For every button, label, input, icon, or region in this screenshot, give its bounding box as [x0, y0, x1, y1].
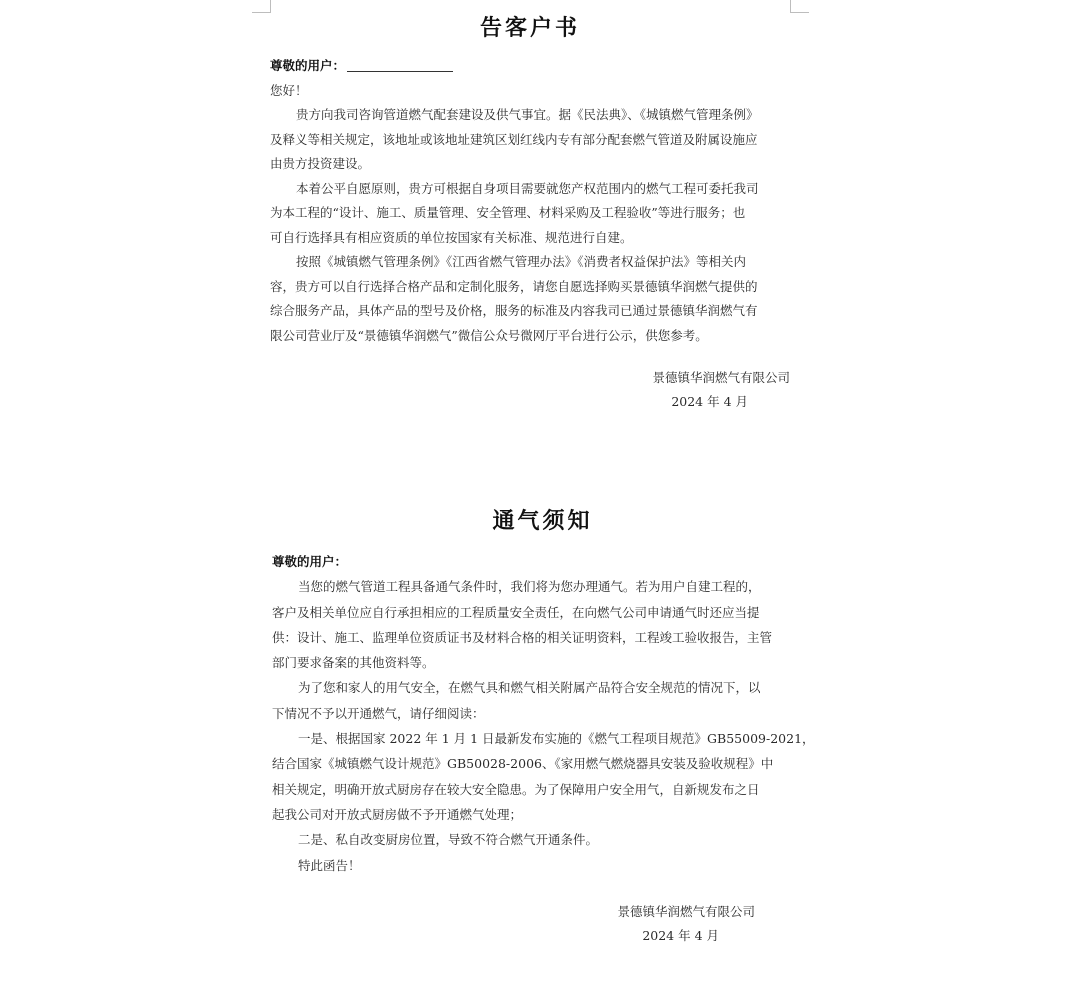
salutation-text: 尊敬的用户：: [270, 58, 346, 73]
paragraph-line: 起我公司对开放式厨房做不予开通燃气处理；: [272, 806, 523, 822]
paragraph-line: 由贵方投资建设。: [270, 156, 371, 171]
paragraph-line: 部门要求备案的其他资料等。: [272, 655, 435, 671]
paragraph-line: 二是、私自改变厨房位置，导致不符合燃气开通条件。: [298, 832, 599, 848]
page-corner-mark-left: [252, 0, 271, 13]
paragraph-line: 相关规定，明确开放式厨房存在较大安全隐患。为了保障用户安全用气，自新规发布之日: [272, 781, 760, 797]
gas-supply-notice-date: 2024 年 4 月: [642, 927, 719, 943]
paragraph-line: 综合服务产品，具体产品的型号及价格，服务的标准及内容我司已通过景德镇华润燃气有: [270, 303, 758, 318]
paragraph-line: 为了您和家人的用气安全，在燃气具和燃气相关附属产品符合安全规范的情况下，以: [298, 680, 761, 696]
paragraph-line: 按照《城镇燃气管理条例》《江西省燃气管理办法》《消费者权益保护法》等相关内: [296, 254, 747, 269]
paragraph-line: 供：设计、施工、监理单位资质证书及材料合格的相关证明资料，工程竣工验收报告，主管: [272, 629, 773, 645]
paragraph-line: 可自行选择具有相应资质的单位按国家有关标准、规范进行自建。: [270, 229, 633, 245]
paragraph-line: 特此函告！: [298, 857, 361, 873]
paragraph-line: 结合国家《城镇燃气设计规范》GB50028-2006、《家用燃气燃烧器具安装及验收规程》中: [272, 756, 774, 772]
gas-supply-notice-salutation: 尊敬的用户：: [272, 554, 348, 569]
page-corner-mark-right: [790, 0, 809, 13]
customer-notice-title: 告客户书: [479, 15, 580, 41]
customer-notice-salutation: [270, 54, 790, 79]
paragraph-line: 及释义等相关规定，该地址或该地址建筑区划红线内专有部分配套燃气管道及附属设施应: [270, 131, 758, 147]
paragraph-line: 下情况不予以开通燃气，请仔细阅读：: [272, 705, 485, 721]
paragraph-line: 贵方向我司咨询管道燃气配套建设及供气事宜。据《民法典》、《城镇燃气管理条例》: [296, 107, 759, 122]
gas-supply-notice-company: 景德镇华润燃气有限公司: [617, 903, 755, 919]
paragraph-line: 限公司营业厅及“景德镇华润燃气”微信公众号微网厅平台进行公示，供您参考。: [270, 327, 708, 343]
customer-notice-greeting: 您好！: [270, 82, 308, 98]
customer-notice-company: 景德镇华润燃气有限公司: [652, 370, 790, 385]
paragraph-line: 一是、根据国家 2022 年 1 月 1 日最新发布实施的《燃气工程项目规范》GB55009-2021，: [298, 731, 815, 747]
gas-supply-notice-title: 通气须知: [492, 508, 593, 534]
customer-notice-date: 2024 年 4 月: [671, 394, 748, 409]
paragraph-line: 客户及相关单位应自行承担相应的工程质量安全责任，在向燃气公司申请通气时还应当提: [272, 604, 760, 620]
paragraph-line: 本着公平自愿原则，贵方可根据自身项目需要就您产权范围内的燃气工程可委托我司: [296, 180, 759, 196]
customer-notice: [270, 12, 790, 414]
gas-supply-notice: [272, 505, 815, 948]
paragraph-line: 为本工程的“设计、施工、质量管理、安全管理、材料采购及工程验收”等进行服务；也: [270, 205, 746, 220]
user-name-blank-line: [347, 57, 453, 72]
paragraph-line: 当您的燃气管道工程具备通气条件时，我们将为您办理通气。若为用户自建工程的，: [298, 579, 761, 595]
paragraph-line: 容，贵方可以自行选择合格产品和定制化服务，请您自愿选择购买景德镇华润燃气提供的: [270, 278, 758, 294]
